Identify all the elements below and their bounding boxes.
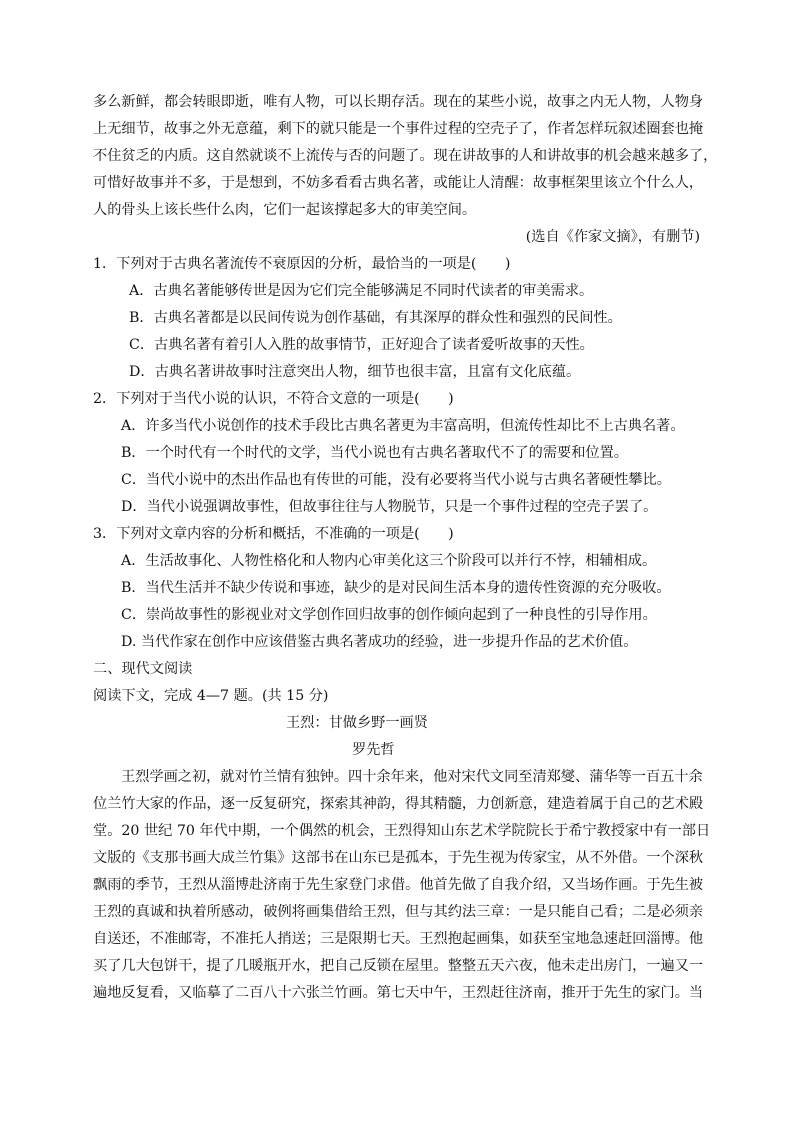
- article-line: 位兰竹大家的作品，逐一反复研究，探索其神韵，得其精髓，力创新意，建造着属于自己的艺术殿: [93, 796, 704, 812]
- question-option: B．古典名著都是以民间传说为创作基础，有其深厚的群众性和强烈的民间性。: [129, 310, 622, 326]
- question-option: A．生活故事化、人物性格化和人物内心审美化这三个阶段可以并行不悖，相辅相成。: [121, 553, 657, 569]
- article-line: 自送还，不准邮寄，不准托人捎送；三是限期七天。王烈抱起画集，如获至宝地急速赶回淄博。他: [93, 931, 704, 947]
- article-author: 罗先哲: [352, 742, 395, 758]
- passage1-line: 多么新鲜，都会转眼即逝，唯有人物，可以长期存活。现在的某些小说，故事之内无人物，人物身: [93, 94, 704, 110]
- question-option: A．古典名著能够传世是因为它们完全能够满足不同时代读者的审美需求。: [129, 283, 594, 299]
- article-line: 王烈的真诚和执着所感动，破例将画集借给王烈，但与其约法三章：一是只能自己看；二是必须亲: [93, 904, 704, 920]
- article-line: 王烈学画之初，就对竹兰情有独钟。四十余年来，他对宋代文同至清郑燮、蒲华等一百五十余: [121, 769, 703, 785]
- article-line: 飘雨的季节，王烈从淄博赴济南于先生家登门求借。他首先做了自我介绍，又当场作画。于先生被: [93, 877, 704, 893]
- question-option: D. 当代作家在创作中应该借鉴古典名著成功的经验，进一步提升作品的艺术价值。: [121, 634, 638, 650]
- article-title: 王烈：甘做乡野一画贤: [286, 715, 428, 731]
- question-option: D．当代小说强调故事性，但故事往往与人物脱节，只是一个事件过程的空壳子罢了。: [121, 499, 658, 515]
- question-option: B．一个时代有一个时代的文学，当代小说也有古典名著取代不了的需要和位置。: [121, 445, 628, 461]
- question-stem: 2．下列对于当代小说的认识，不符合文意的一项是( ): [93, 391, 454, 407]
- question-option: C．崇尚故事性的影视业对文学创作回归故事的创作倾向起到了一种良性的引导作用。: [121, 607, 657, 623]
- article-line: 买了几大包饼干，提了几暖瓶开水，把自己反锁在屋里。整整五天六夜，他未走出房门，一遍又一: [93, 958, 704, 974]
- question-option: C．古典名著有着引人入胜的故事情节，正好迎合了读者爱听故事的天性。: [129, 337, 594, 353]
- passage1-line: 上无细节，故事之外无意蕴，剩下的就只能是一个事件过程的空壳子了，作者怎样玩叙述圈套也掩: [93, 121, 704, 137]
- question-option: B．当代生活并不缺少传说和事迹，缺少的是对民间生活本身的遗传性资源的充分吸收。: [121, 580, 671, 596]
- question-stem: 3．下列对文章内容的分析和概括，不准确的一项是( ): [93, 526, 454, 542]
- question-option: D．古典名著讲故事时注意突出人物，细节也很丰富，且富有文化底蕴。: [129, 364, 581, 380]
- passage1-line: 可惜好故事并不多，于是想到，不妨多看看古典名著，或能让人清醒：故事框架里该立个什么人，: [93, 175, 704, 191]
- article-line: 文版的《支那书画大成兰竹集》这部书在山东已是孤本，于先生视为传家宝，从不外借。一个深秋: [93, 850, 704, 866]
- question-option: A．许多当代小说创作的技术手段比古典名著更为丰富高明，但流传性却比不上古典名著。: [121, 418, 685, 434]
- passage1-line: 人的骨头上该长些什么肉，它们一起该撑起多大的审美空间。: [93, 202, 477, 218]
- article-line: 堂。20 世纪 70 年代中期，一个偶然的机会，王烈得知山东艺术学院院长于希宁教授家中有一部日: [93, 823, 711, 839]
- question-stem: 1．下列对于古典名著流传不衰原因的分析，最恰当的一项是( ): [93, 256, 511, 272]
- section-heading: 二、现代文阅读: [93, 661, 193, 677]
- article-line: 遍地反复看，又临摹了二百八十六张兰竹画。第七天中午，王烈赶往济南，推开于先生的家门。当: [93, 985, 704, 1001]
- passage1-line: 不住贫乏的内质。这自然就谈不上流传与否的问题了。现在讲故事的人和讲故事的机会越来越多了，: [93, 148, 718, 164]
- source-note: (选自《作家文摘》，有删节): [525, 229, 700, 245]
- section-instruction: 阅读下文，完成 4—7 题。(共 15 分): [93, 688, 329, 704]
- question-option: C．当代小说中的杰出作品也有传世的可能，没有必要将当代小说与古典名著硬性攀比。: [121, 472, 671, 488]
